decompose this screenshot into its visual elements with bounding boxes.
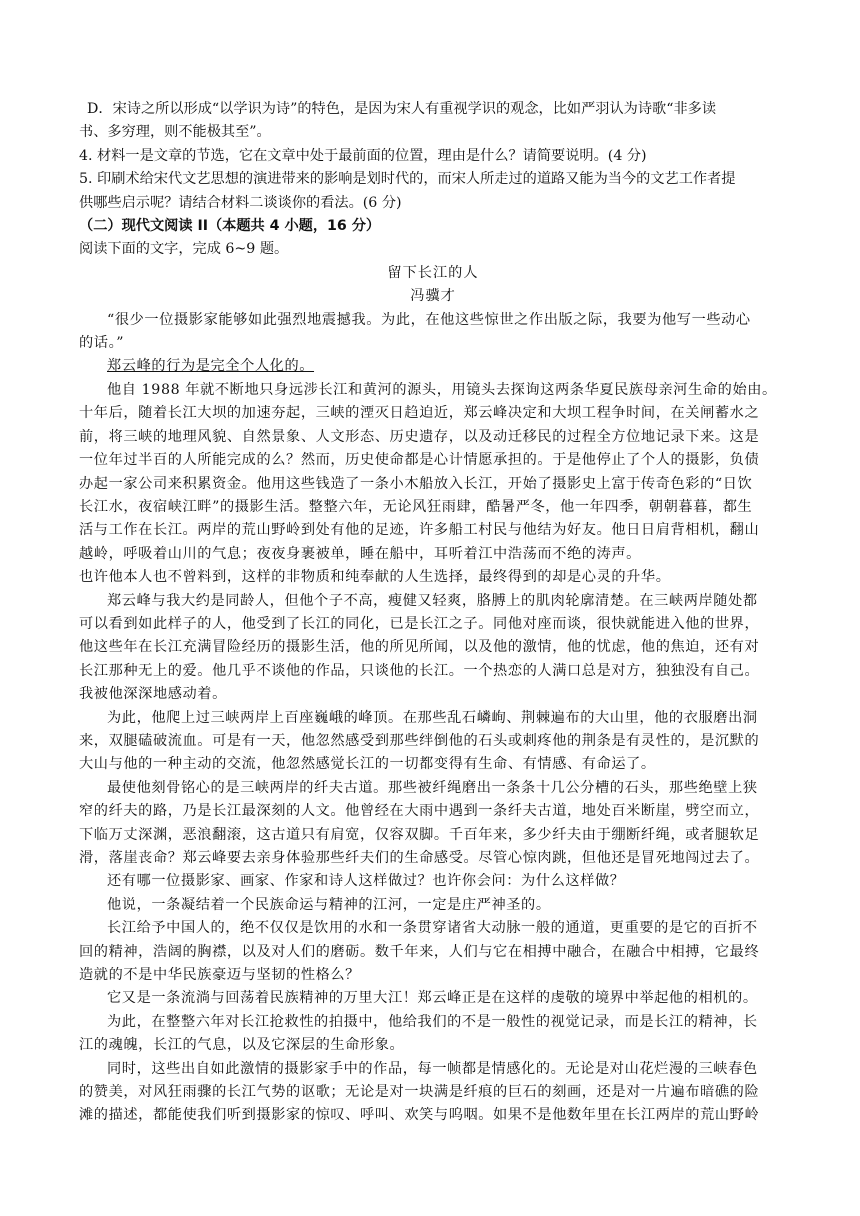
article-line: 活与工作在长江。两岸的荒山野岭到处有他的足迹，许多船工村民与他结为好友。他日日肩背相机，翻山 [79, 522, 760, 539]
article-line: 长江给予中国人的，绝不仅仅是饮用的水和一条贯穿诸省大动脉一般的通道，更重要的是它的百折不 [107, 920, 758, 937]
article-line: 也许他本人也不曾料到，这样的非物质和纯奉献的人生选择，最终得到的却是心灵的升华。 [79, 569, 671, 586]
question-line: 书、多穷理，则不能极其至”。 [79, 124, 271, 141]
article-line: 郑云峰与我大约是同龄人，但他个子不高，瘦健又轻爽，胳膊上的肌肉轮廓清楚。在三峡两岸随处都 [107, 592, 758, 609]
article-line: 为此，在整整六年对长江抢救性的拍摄中，他给我们的不是一般性的视觉记录，而是长江的精神，长 [107, 1013, 758, 1030]
article-line: 造就的不是中华民族豪迈与坚韧的性格么？ [79, 967, 360, 984]
article-line: 他说，一条凝结着一个民族命运与精神的江河，一定是庄严神圣的。 [107, 896, 551, 913]
article-line: 来，双腿磕破流血。可是有一天，他忽然感受到那些绊倒他的石头或刺疼他的荆条是有灵性的，是沉默的 [79, 732, 760, 749]
article-line: 十年后，随着长江大坝的加速夯起，三峡的湮灭日趋迫近，郑云峰决定和大坝工程争时间，在关闸蓄水之 [79, 405, 760, 422]
article-line: 郑云峰的行为是完全个人化的。 [107, 358, 315, 375]
question-line: D．宋诗之所以形成“以学识为诗”的特色，是因为宋人有重视学识的观念，比如严羽认为诗歌“非多读 [87, 101, 717, 117]
document-page [79, 98, 787, 1128]
article-line: 越岭，呼吸着山川的气息；夜夜身裹被单，睡在船中，耳听着江中浩荡而不绝的涛声。 [79, 545, 641, 562]
article-line: 大山与他的一种主动的交流，他忽然感觉长江的一切都变得有生命、有情感、有命运了。 [79, 756, 656, 773]
article-line: 回的精神，浩阔的胸襟，以及对人们的磨砺。数千年来，人们与它在相搏中融合，在融合中相搏，它最终 [79, 943, 760, 960]
article-line: 滑，落崖丧命？郑云峰要去亲身体验那些纤夫们的生命感受。尽管心惊肉跳，但他还是冒死地闯过去了。 [79, 850, 760, 866]
article-line: 江的魂魄，长江的气息，以及它深层的生命形象。 [79, 1037, 405, 1054]
article-line: 一位年过半百的人所能完成的么？然而，历史使命都是心计情愿承担的。于是他停止了个人的摄影，负债 [79, 452, 760, 469]
article-line: 同时，这些出自如此激情的摄影家手中的作品，每一帧都是情感化的。无论是对山花烂漫的三峡春色 [107, 1060, 758, 1077]
article-title: 留下长江的人 [387, 264, 479, 281]
article-line: 可以看到如此样子的人，他受到了长江的同化，已是长江之子。同他对座而谈，很快就能进入他的世界， [79, 615, 760, 632]
article-line: 最使他刻骨铭心的是三峡两岸的纤夫古道。那些被纤绳磨出一条条十几公分槽的石头，那些绝壁上狭 [107, 779, 758, 796]
article-body [79, 309, 787, 1128]
article-line: 他这些年在长江充满冒险经历的摄影生活，他的所见所闻，以及他的激情，他的忧虑，他的焦迫，还有对 [79, 639, 760, 656]
article-line: 的话。” [79, 335, 125, 352]
article-line: 滩的描述，都能使我们听到摄影家的惊叹、呼叫、欢笑与呜咽。如果不是他数年里在长江两岸的荒山野岭 [79, 1107, 760, 1124]
article-line: 还有哪一位摄影家、画家、作家和诗人这样做过？也许你会问：为什么这样做？ [107, 873, 625, 890]
article-line: 窄的纤夫的路，乃是长江最深刻的人文。他曾经在大雨中遇到一条纤夫古道，地处百米断崖，劈空而立， [79, 803, 760, 820]
question-block [79, 98, 787, 215]
article-line: 它又是一条流淌与回荡着民族精神的万里大江！郑云峰正是在这样的虔敬的境界中举起他的相机的。 [107, 990, 758, 1007]
article-line: “很少一位摄影家能够如此强烈地震撼我。为此，在他这些惊世之作出版之际，我要为他写一些动心 [107, 311, 751, 328]
reading-instruction: 阅读下面的文字，完成 6~9 题。 [79, 241, 289, 258]
article-line: 长江那种无上的爱。他几乎不谈他的作品，只谈他的长江。一个热恋的人满口总是对方，独独没有自己。 [79, 662, 760, 679]
article-line: 他自 1988 年就不断地只身远涉长江和黄河的源头，用镜头去探询这两条华夏民族母亲河生命的始由。 [107, 381, 777, 398]
question-line: 供哪些启示呢？请结合材料二谈谈你的看法。(6 分) [79, 194, 402, 211]
article-line: 下临万丈深渊，恶浪翻滚，这古道只有肩宽，仅容双脚。千百年来，多少纤夫由于绷断纤绳，或者腿软足 [79, 826, 760, 843]
question-line: 4. 材料一是文章的节选，它在文章中处于最前面的位置，理由是什么？请简要说明。(4 分) [79, 147, 647, 164]
article-author: 冯骥才 [410, 288, 456, 305]
question-line: 5. 印刷术给宋代文艺思想的演进带来的影响是划时代的，而宋人所走过的道路又能为当今的文艺工作者提 [79, 171, 736, 188]
article-line: 的赞美，对风狂雨骤的长江气势的讴歌；无论是对一块满是纤痕的巨石的刻画，还是对一片遍布暗礁的险 [79, 1084, 760, 1101]
article-line: 前，将三峡的地理风貌、自然景象、人文形态、历史遗存，以及动迁移民的过程全方位地记录下来。这是 [79, 428, 760, 445]
article-line: 我被他深深地感动着。 [79, 686, 227, 703]
section-heading: （二）现代文阅读 II（本题共 4 小题，16 分） [79, 218, 381, 235]
article-line: 办起一家公司来积累资金。他用这些钱造了一条小木船放入长江，开始了摄影史上富于传奇色彩的“日饮 [79, 475, 753, 492]
article-line: 长江水，夜宿峡江畔”的摄影生活。整整六年，无论风狂雨肆，酷暑严冬，他一年四季，朝朝暮暮，都生 [79, 498, 753, 515]
article-line: 为此，他爬上过三峡两岸上百座巍峨的峰顶。在那些乱石嶙峋、荆棘遍布的大山里，他的衣服磨出洞 [107, 709, 758, 726]
